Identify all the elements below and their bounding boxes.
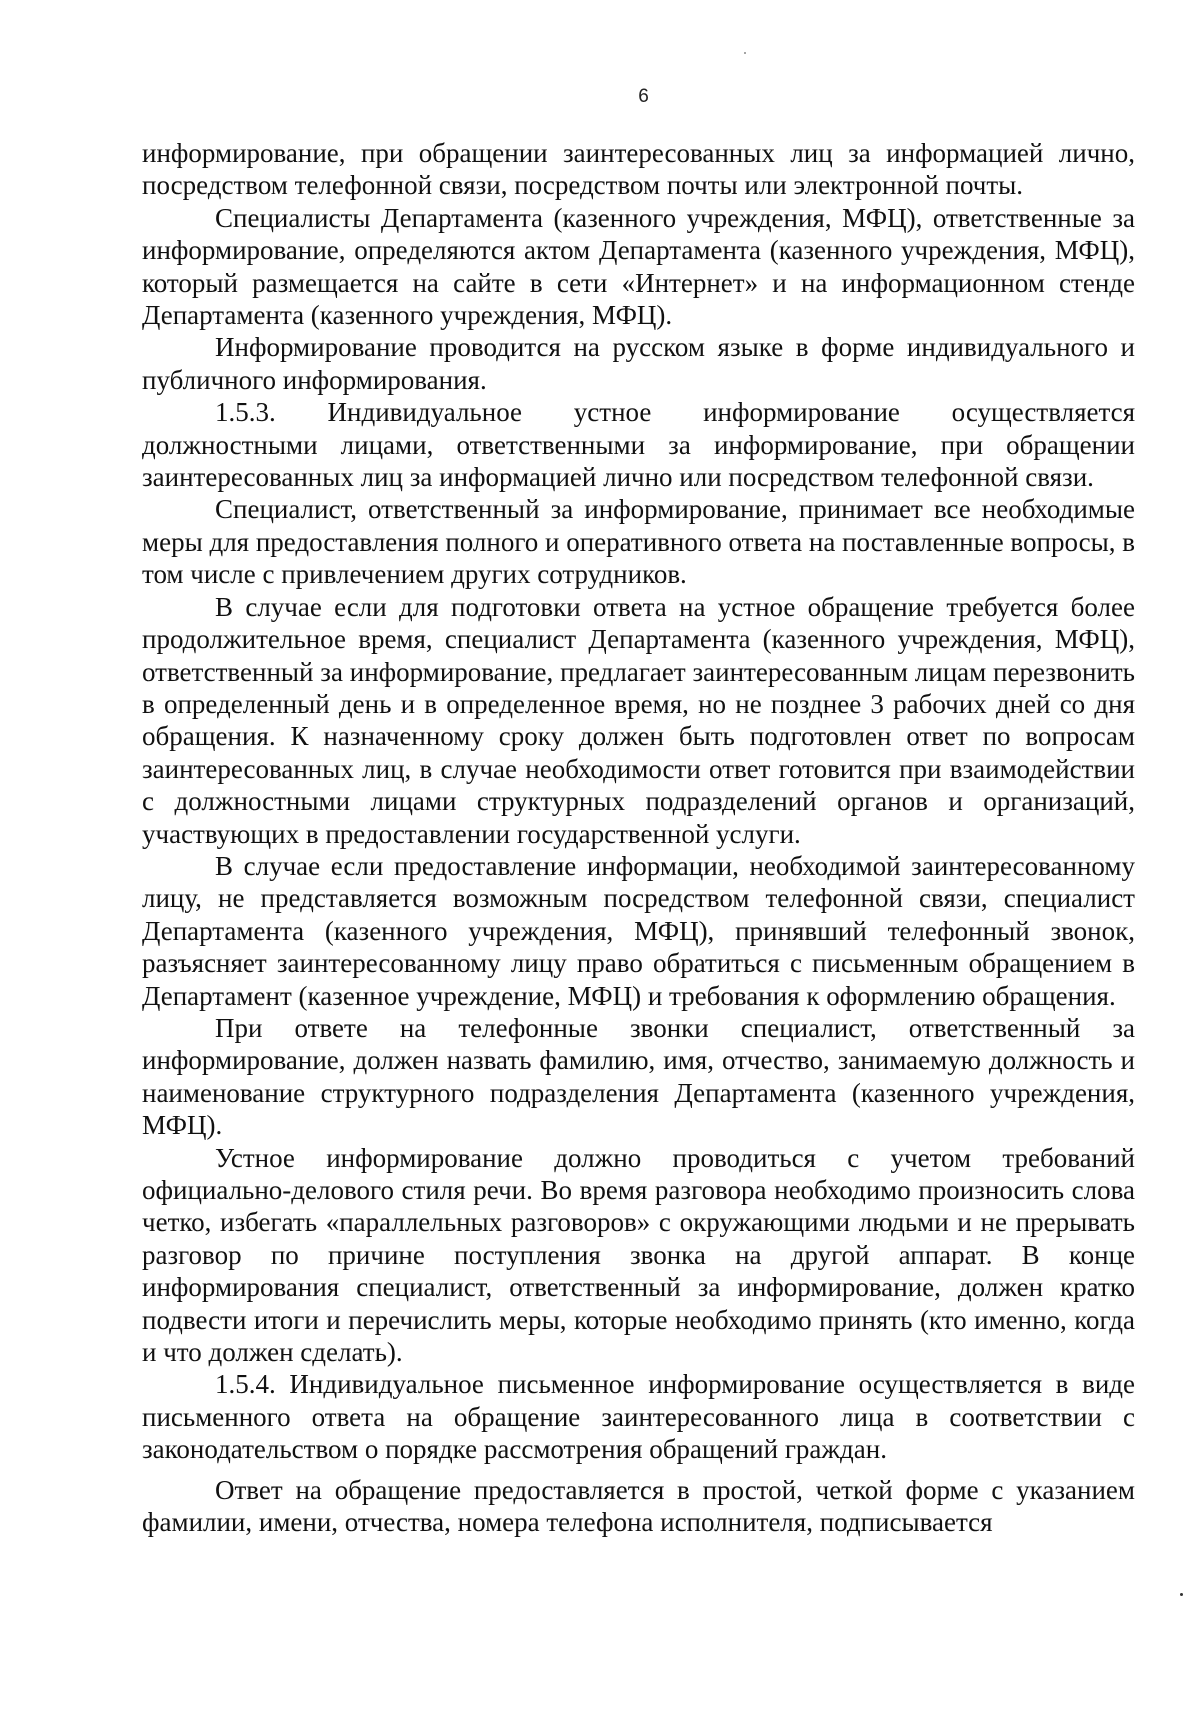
paragraph-continuation: информирование, при обращении заинтересованных лиц за информацией лично, посредством телефонной связи, посредством почты или электронной почты. (142, 138, 1135, 201)
scan-speck (1180, 1593, 1183, 1596)
scan-speck (744, 52, 746, 54)
page-number: 6 (638, 86, 649, 107)
paragraph-1-5-3: 1.5.3. Индивидуальное устное информирование осуществляется должностными лицами, ответственными за информирование, при обращении заинтересованных лиц за информацией лично или посредством телефонной связи. (142, 397, 1135, 493)
paragraph-specialist-measures: Специалист, ответственный за информирование, принимает все необходимые меры для предоставления полного и оперативного ответа на поставленные вопросы, в том числе с привлечением других сотрудников. (142, 494, 1135, 590)
paragraph-long-answer: В случае если для подготовки ответа на устное обращение требуется более продолжительное время, специалист Департамента (казенного учреждения, МФЦ), ответственный за информирование, предлагает заинтересованным лицам перезвонить в определенный день и в определенное время, но не позднее 3 рабочих дней со дня обращения. К назначенному сроку должен быть подготовлен ответ по вопросам заинтересованных лиц, в случае необходимости ответ готовится при взаимодействии с должностными лицами структурных подразделений органов и организаций, участвующих в предоставлении государственной услуги. (142, 591, 1135, 849)
paragraph-specialists: Специалисты Департамента (казенного учреждения, МФЦ), ответственные за информирование, определяются актом Департамента (казенного учреждения, МФЦ), который размещается на сайте в сети «Интернет» и на информационном стенде Департамента (казенного учреждения, МФЦ). (142, 202, 1135, 331)
paragraph-language: Информирование проводится на русском языке в форме индивидуального и публичного информирования. (142, 332, 1135, 395)
paragraph-1-5-4: 1.5.4. Индивидуальное письменное информирование осуществляется в виде письменного ответа на обращение заинтересованного лица в соответствии с законодательством о порядке рассмотрения обращений граждан. (142, 1369, 1135, 1465)
paragraph-oral-style: Устное информирование должно проводиться с учетом требований официально-делового стиля речи. Во время разговора необходимо произносить слова четко, избегать «параллельных разговоров» с окружающими людьми и не прерывать разговор по причине поступления звонка на другой аппарат. В конце информирования специалист, ответственный за информирование, должен кратко подвести итоги и перечислить меры, которые необходимо принять (кто именно, когда и что должен сделать). (142, 1142, 1135, 1368)
paragraph-answer-form: Ответ на обращение предоставляется в простой, четкой форме с указанием фамилии, имени, отчества, номера телефона исполнителя, подписывается (142, 1474, 1135, 1538)
document-body (142, 137, 1135, 1538)
paragraph-phone-calls: При ответе на телефонные звонки специалист, ответственный за информирование, должен назвать фамилию, имя, отчество, занимаемую должность и наименование структурного подразделения Департамента (казенного учреждения, МФЦ). (142, 1012, 1135, 1141)
paragraph-phone-impossible: В случае если предоставление информации, необходимой заинтересованному лицу, не представляется возможным посредством телефонной связи, специалист Департамента (казенного учреждения, МФЦ), принявший телефонный звонок, разъясняет заинтересованному лицу право обратиться с письменным обращением в Департамент (казенное учреждение, МФЦ) и требования к оформлению обращения. (142, 850, 1135, 1011)
